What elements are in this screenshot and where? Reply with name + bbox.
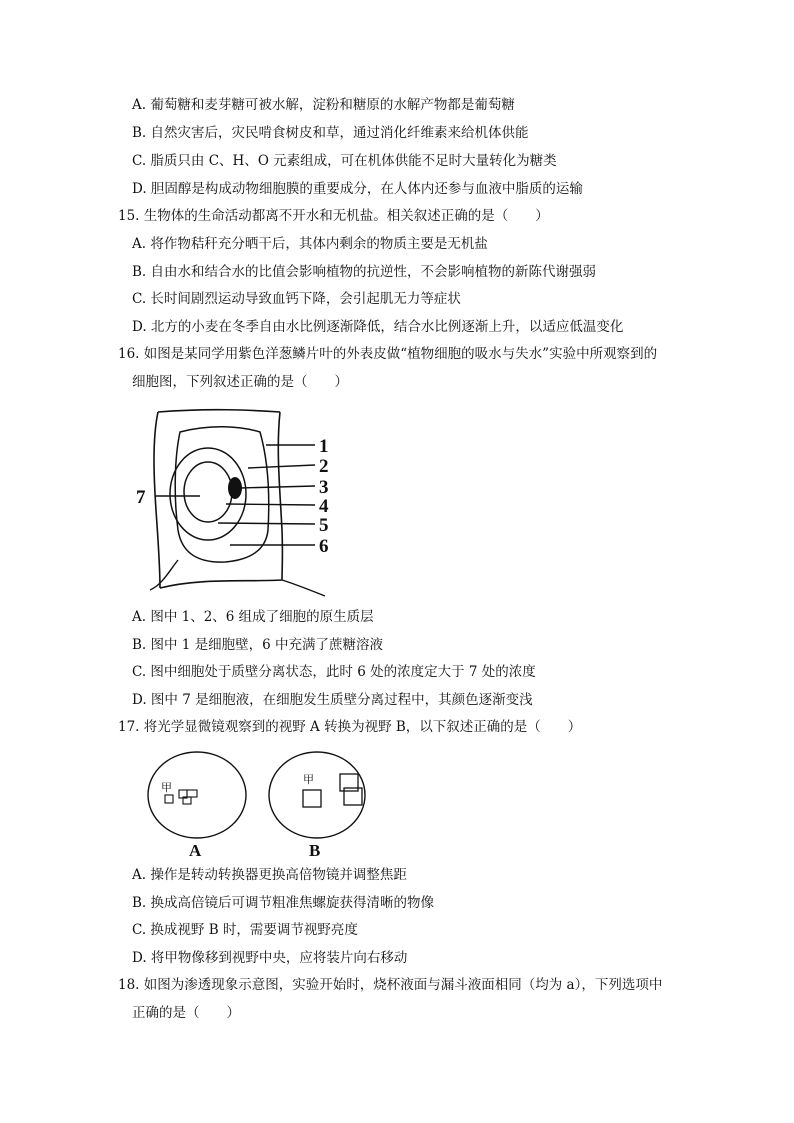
q14-option-c: C. 脂质只由 C、H、O 元素组成，可在机体供能不足时大量转化为糖类 bbox=[132, 153, 557, 169]
q14-option-a: A. 葡萄糖和麦芽糖可被水解，淀粉和糖原的水解产物都是葡萄糖 bbox=[132, 97, 515, 113]
q16-option-c: C. 图中细胞处于质壁分离状态，此时 6 处的浓度定大于 7 处的浓度 bbox=[132, 664, 536, 680]
q18-stem-line1: 18. 如图为渗透现象示意图，实验开始时，烧杯液面与漏斗液面相同（均为 a），下列选项中 bbox=[118, 977, 663, 993]
figure-label-2: 2 bbox=[319, 456, 329, 477]
q15-option-a: A. 将作物秸秆充分晒干后，其体内剩余的物质主要是无机盐 bbox=[132, 236, 488, 252]
plant-cell-figure bbox=[130, 400, 330, 600]
field-b-object-label: 甲 bbox=[303, 773, 314, 786]
q16-stem-line1: 16. 如图是某同学用紫色洋葱鳞片叶的外表皮做“植物细胞的吸水与失水”实验中所观察到的 bbox=[118, 346, 658, 362]
field-a-object-label: 甲 bbox=[161, 781, 172, 794]
cell-wall-outline bbox=[154, 410, 282, 588]
field-a-label: A bbox=[189, 841, 202, 860]
q17-stem: 17. 将光学显微镜观察到的视野 A 转换为视野 B，以下叙述正确的是（ ） bbox=[118, 719, 582, 735]
q15-option-c: C. 长时间剧烈运动导致血钙下降，会引起肌无力等症状 bbox=[132, 291, 461, 307]
q18-stem-line2: 正确的是（ ） bbox=[132, 1005, 240, 1021]
figure-label-3: 3 bbox=[319, 477, 329, 498]
q15-option-b: B. 自由水和结合水的比值会影响植物的抗逆性，不会影响植物的新陈代谢强弱 bbox=[132, 264, 597, 280]
q17-option-d: D. 将甲物像移到视野中央，应将装片向右移动 bbox=[132, 950, 408, 966]
q16-option-a: A. 图中 1、2、6 组成了细胞的原生质层 bbox=[132, 609, 374, 625]
figure-label-4: 4 bbox=[319, 496, 329, 517]
q15-option-d: D. 北方的小麦在冬季自由水比例逐渐降低，结合水比例逐渐上升，以适应低温变化 bbox=[132, 319, 624, 335]
q17-option-c: C. 换成视野 B 时，需要调节视野亮度 bbox=[132, 922, 358, 938]
figure-label-5: 5 bbox=[319, 515, 329, 536]
q17-option-b: B. 换成高倍镜后可调节粗准焦螺旋获得清晰的物像 bbox=[132, 895, 435, 911]
q14-option-d: D. 胆固醇是构成动物细胞膜的重要成分，在人体内还参与血液中脂质的运输 bbox=[132, 181, 583, 197]
nucleus-mark bbox=[228, 477, 242, 499]
cell-membrane-outline bbox=[175, 427, 269, 562]
q16-option-d: D. 图中 7 是细胞液，在细胞发生质壁分离过程中，其颜色逐渐变浅 bbox=[132, 692, 533, 708]
q16-stem-line2: 细胞图，下列叙述正确的是（ ） bbox=[132, 374, 348, 390]
q16-option-b: B. 图中 1 是细胞壁，6 中充满了蔗糖溶液 bbox=[132, 637, 384, 653]
field-b-circle bbox=[269, 752, 365, 838]
q14-option-b: B. 自然灾害后，灾民啃食树皮和草，通过消化纤维素来给机体供能 bbox=[132, 125, 529, 141]
vacuole-inner bbox=[184, 462, 232, 522]
field-b-label: B bbox=[309, 841, 321, 860]
q15-stem: 15. 生物体的生命活动都离不开水和无机盐。相关叙述正确的是（ ） bbox=[118, 208, 549, 224]
figure-label-1: 1 bbox=[319, 436, 329, 457]
q17-option-a: A. 操作是转动转换器更换高倍物镜并调整焦距 bbox=[132, 867, 407, 883]
microscope-fields-figure bbox=[145, 750, 385, 860]
figure-label-6: 6 bbox=[319, 536, 329, 557]
figure-label-7: 7 bbox=[136, 487, 146, 508]
